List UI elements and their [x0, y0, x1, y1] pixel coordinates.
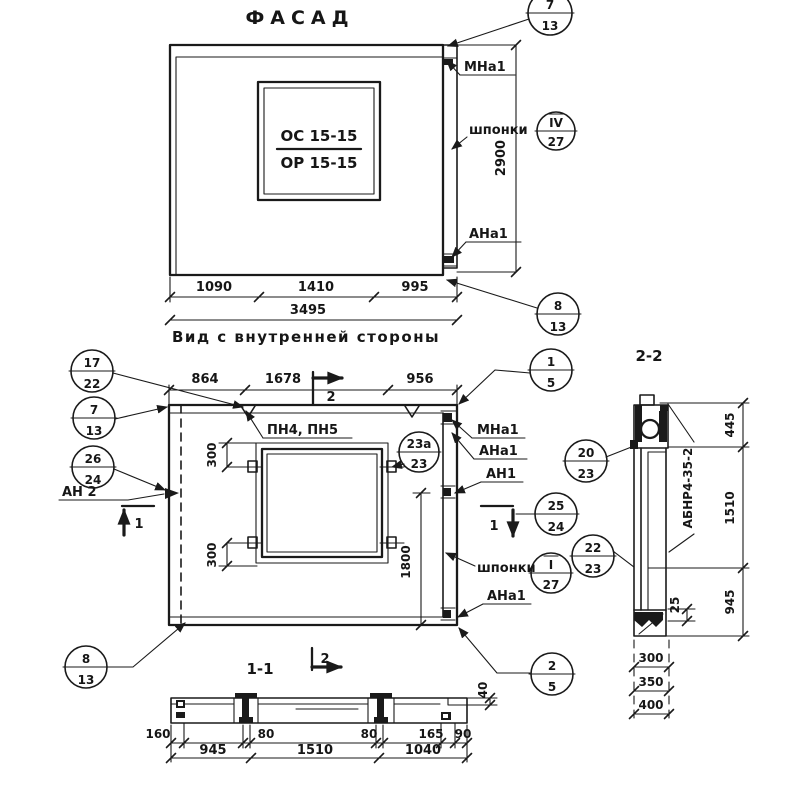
- s11-body-outline: [171, 698, 467, 723]
- leader-line: [452, 420, 472, 438]
- callout-17-22-num: 17: [83, 356, 101, 370]
- section-1-label: 1: [134, 517, 144, 532]
- s11-joint-lines: [234, 698, 394, 723]
- section-2-2-title: 2-2: [635, 347, 663, 365]
- s11-ibeam-stem: [377, 693, 384, 717]
- s22-head-corner: [660, 405, 668, 411]
- s11-ibeam-foot: [239, 717, 253, 723]
- leader-line: [114, 469, 165, 490]
- callout-7-13-den: 13: [541, 19, 559, 33]
- s11-ibeam-stem: [242, 693, 249, 717]
- label-ana1: АНа1: [479, 444, 518, 459]
- facade-label-mna1: МНа1: [464, 60, 506, 75]
- section-1-1-title: 1-1: [246, 660, 274, 678]
- dim-864: 864: [191, 372, 219, 387]
- s11-left-key-mark: [176, 712, 185, 718]
- dim-1678: 1678: [264, 372, 302, 387]
- inner-view-title: Вид с внутренней стороны: [172, 328, 441, 346]
- callout-22-23-den: 23: [584, 562, 602, 576]
- dim-1800: 1800: [399, 545, 413, 579]
- dim-1090: 1090: [195, 280, 233, 295]
- callout-7-13b-den: 13: [85, 424, 103, 438]
- edge-anchor-mark: [443, 610, 451, 618]
- section-2-label: 2: [326, 390, 336, 405]
- dim-945: 945: [199, 743, 227, 758]
- callout-keys-den: 27: [547, 135, 565, 149]
- callout-23a-23-den: 23: [410, 457, 428, 471]
- callout-25-24-den: 24: [547, 520, 565, 534]
- facade-label-shponki: шпонки: [469, 123, 528, 138]
- dim-1040: 1040: [404, 743, 442, 758]
- inner-window-frame: [262, 449, 382, 557]
- label-an1: АН1: [486, 467, 516, 482]
- callout-8-13-num: 8: [553, 299, 563, 313]
- label-shponki: шпонки: [477, 561, 536, 576]
- facade-end-rib: [443, 45, 457, 268]
- callout-8-13-den: 13: [549, 320, 567, 334]
- callout-keys-num: IV: [549, 116, 563, 130]
- callout-1-5-den: 5: [546, 376, 556, 390]
- dim-1510v: 1510: [723, 491, 737, 525]
- label-an2: АН 2: [62, 485, 97, 500]
- s22-top-cap: [640, 395, 654, 405]
- edge-anchor-mark: [443, 488, 451, 496]
- leader-line: [447, 61, 460, 75]
- section-1-1: [145, 682, 497, 763]
- inner-view: [59, 349, 634, 695]
- facade-label-ana1: АНа1: [469, 227, 508, 242]
- s11-ibeam-foot: [374, 717, 388, 723]
- callout-2-5-den: 5: [547, 680, 557, 694]
- inner-window-outer: [256, 443, 388, 563]
- section-1-label: 1: [489, 519, 499, 534]
- s22-head-corner: [635, 405, 642, 411]
- dim-80b: 80: [360, 727, 378, 741]
- dim-165: 165: [418, 727, 444, 741]
- leader-line: [606, 446, 634, 457]
- dim-1410: 1410: [297, 280, 335, 295]
- inner-window-inner: [267, 454, 377, 552]
- dim-3495: 3495: [289, 303, 327, 318]
- s22-body-lines: [634, 448, 666, 610]
- dim-300-bottom: 300: [205, 542, 219, 568]
- s11-right-key-hole: [443, 714, 448, 718]
- dim-995: 995: [401, 280, 429, 295]
- leader-line: [613, 551, 634, 567]
- s22-foot-key: [634, 612, 663, 627]
- callout-23a-23-num: 23а: [406, 437, 432, 451]
- leader-line: [459, 370, 530, 404]
- dim-300-bottom-line: [219, 543, 257, 566]
- dim-25: 25: [668, 596, 682, 614]
- callout-20-23-num: 20: [577, 446, 595, 460]
- section-2-2: [630, 347, 750, 719]
- edge-anchor-mark: [443, 413, 452, 422]
- dim-445: 445: [723, 412, 737, 438]
- dim-300b: 300: [638, 651, 664, 665]
- dim-1510: 1510: [296, 743, 334, 758]
- item-mark: АБНР4-35-2: [681, 447, 695, 529]
- leader-line: [459, 628, 530, 673]
- facade-height-dim: 2900: [494, 139, 509, 177]
- dim-300-top-line: [219, 443, 258, 467]
- callout-7-13b-num: 7: [89, 403, 99, 417]
- leader-line: [458, 604, 483, 617]
- dim-350: 350: [638, 675, 664, 689]
- facade-view: [166, 0, 582, 346]
- leader-line: [107, 623, 185, 667]
- callout-I-27-den: 27: [542, 578, 560, 592]
- callout-26-24-den: 24: [84, 473, 102, 487]
- label-mna1: МНа1: [477, 423, 519, 438]
- callout-2-5-num: 2: [547, 659, 557, 673]
- s22-head-side: [659, 411, 667, 442]
- facade-window-mark-bottom: ОР 15-15: [280, 154, 358, 172]
- dim-90: 90: [454, 727, 472, 741]
- facade-title: ФАСАД: [245, 7, 355, 29]
- dim-160: 160: [145, 727, 171, 741]
- label-pn4-pn5: ПН4, ПН5: [267, 423, 339, 438]
- callout-17-22-den: 22: [83, 377, 101, 391]
- leader-line: [452, 242, 466, 257]
- dim-300-top: 300: [205, 442, 219, 468]
- dim-40: 40: [476, 681, 490, 699]
- callout-25-24-num: 25: [547, 499, 565, 513]
- callout-22-23-num: 22: [584, 541, 602, 555]
- dim-1800-line: [413, 493, 430, 625]
- leader-line: [246, 411, 263, 438]
- s11-right-step: [448, 698, 467, 705]
- leader-line: [448, 19, 529, 46]
- s22-rib-lines: [648, 452, 666, 610]
- leader-line: [115, 407, 167, 419]
- leader-line: [452, 137, 467, 149]
- facade-window-mark-top: ОС 15-15: [280, 127, 358, 145]
- dim-400: 400: [638, 698, 664, 712]
- callout-I-27-num: I: [548, 558, 554, 572]
- s22-bolt-hole: [641, 420, 659, 438]
- leader-line: [455, 482, 481, 493]
- label-ana1b: АНа1: [487, 589, 526, 604]
- s11-left-key-hole: [178, 702, 183, 706]
- callout-8-13b-den: 13: [77, 673, 95, 687]
- dim-956: 956: [406, 372, 434, 387]
- dim-945v: 945: [723, 589, 737, 615]
- callout-7-13-num: 7: [545, 0, 555, 12]
- top-edge-notches: [241, 406, 419, 417]
- callout-1-5-num: 1: [546, 355, 556, 369]
- callout-8-13b-num: 8: [81, 652, 91, 666]
- callout-26-24-num: 26: [84, 452, 102, 466]
- callout-20-23-den: 23: [577, 467, 595, 481]
- section-2-label: 2: [320, 652, 330, 667]
- facade-end-rib-joints: [443, 58, 457, 266]
- an2-anchor-arrow: [165, 488, 179, 499]
- dim-80a: 80: [257, 727, 275, 741]
- leader-line: [446, 553, 475, 566]
